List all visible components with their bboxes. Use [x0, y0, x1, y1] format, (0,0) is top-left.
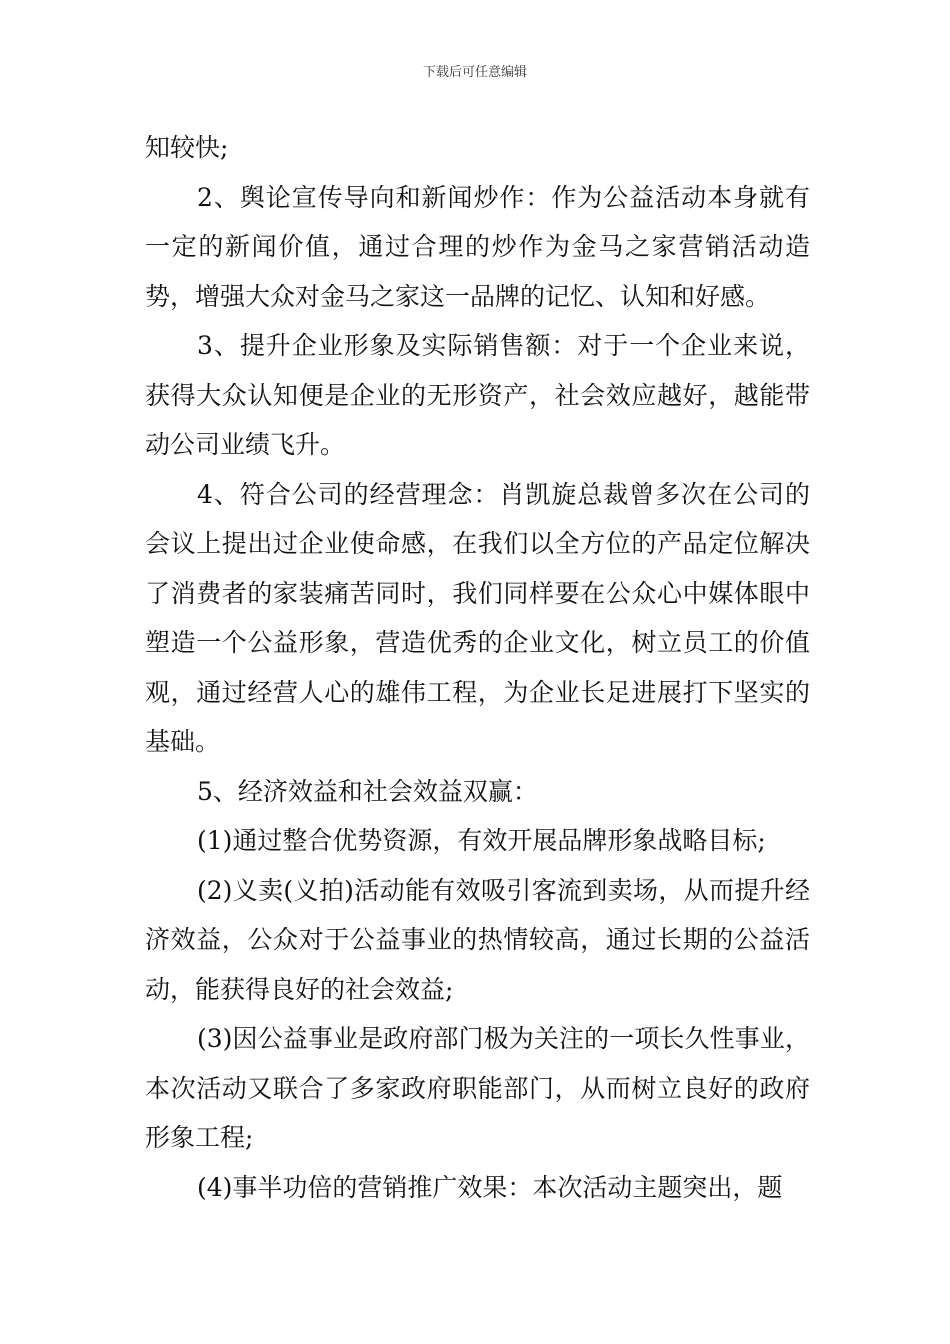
paragraph-sub-2: (2)义卖(义拍)活动能有效吸引客流到卖场，从而提升经济效益，公众对于公益事业的热情较高，通过长期的公益活动，能获得良好的社会效益;	[145, 875, 810, 1004]
paragraph-continuation: 知较快;	[145, 133, 229, 162]
page-header: 下载后可任意编辑	[422, 65, 527, 80]
paragraph-point-3: 3、提升企业形象及实际销售额：对于一个企业来说，获得大众认知便是企业的无形资产，社会效应越好，越能带动公司业绩飞升。	[145, 331, 810, 459]
paragraph-sub-3: (3)因公益事业是政府部门极为关注的一项长久性事业，本次活动又联合了多家政府职能部门，从而树立良好的政府形象工程;	[145, 1024, 810, 1152]
paragraph-point-2: 2、舆论宣传导向和新闻炒作：作为公益活动本身就有一定的新闻价值，通过合理的炒作为金马之家营销活动造势，增强大众对金马之家这一品牌的记忆、认知和好感。	[145, 182, 810, 311]
paragraph-sub-1: (1)通过整合优势资源，有效开展品牌形象战略目标;	[197, 826, 766, 855]
paragraph-point-4: 4、符合公司的经营理念：肖凯旋总裁曾多次在公司的会议上提出过企业使命感，在我们以全方位的产品定位解决了消费者的家装痛苦同时，我们同样要在公众心中媒体眼中塑造一个公益形象，营造优秀的企业文化，树立员工的价值观，通过经营人心的雄伟工程，为企业长足进展打下坚实的基础。	[145, 479, 810, 756]
document-body	[145, 123, 810, 1212]
paragraph-point-5: 5、经济效益和社会效益双赢：	[197, 776, 538, 806]
paragraph-sub-4: (4)事半功倍的营销推广效果：本次活动主题突出，题	[197, 1172, 783, 1202]
